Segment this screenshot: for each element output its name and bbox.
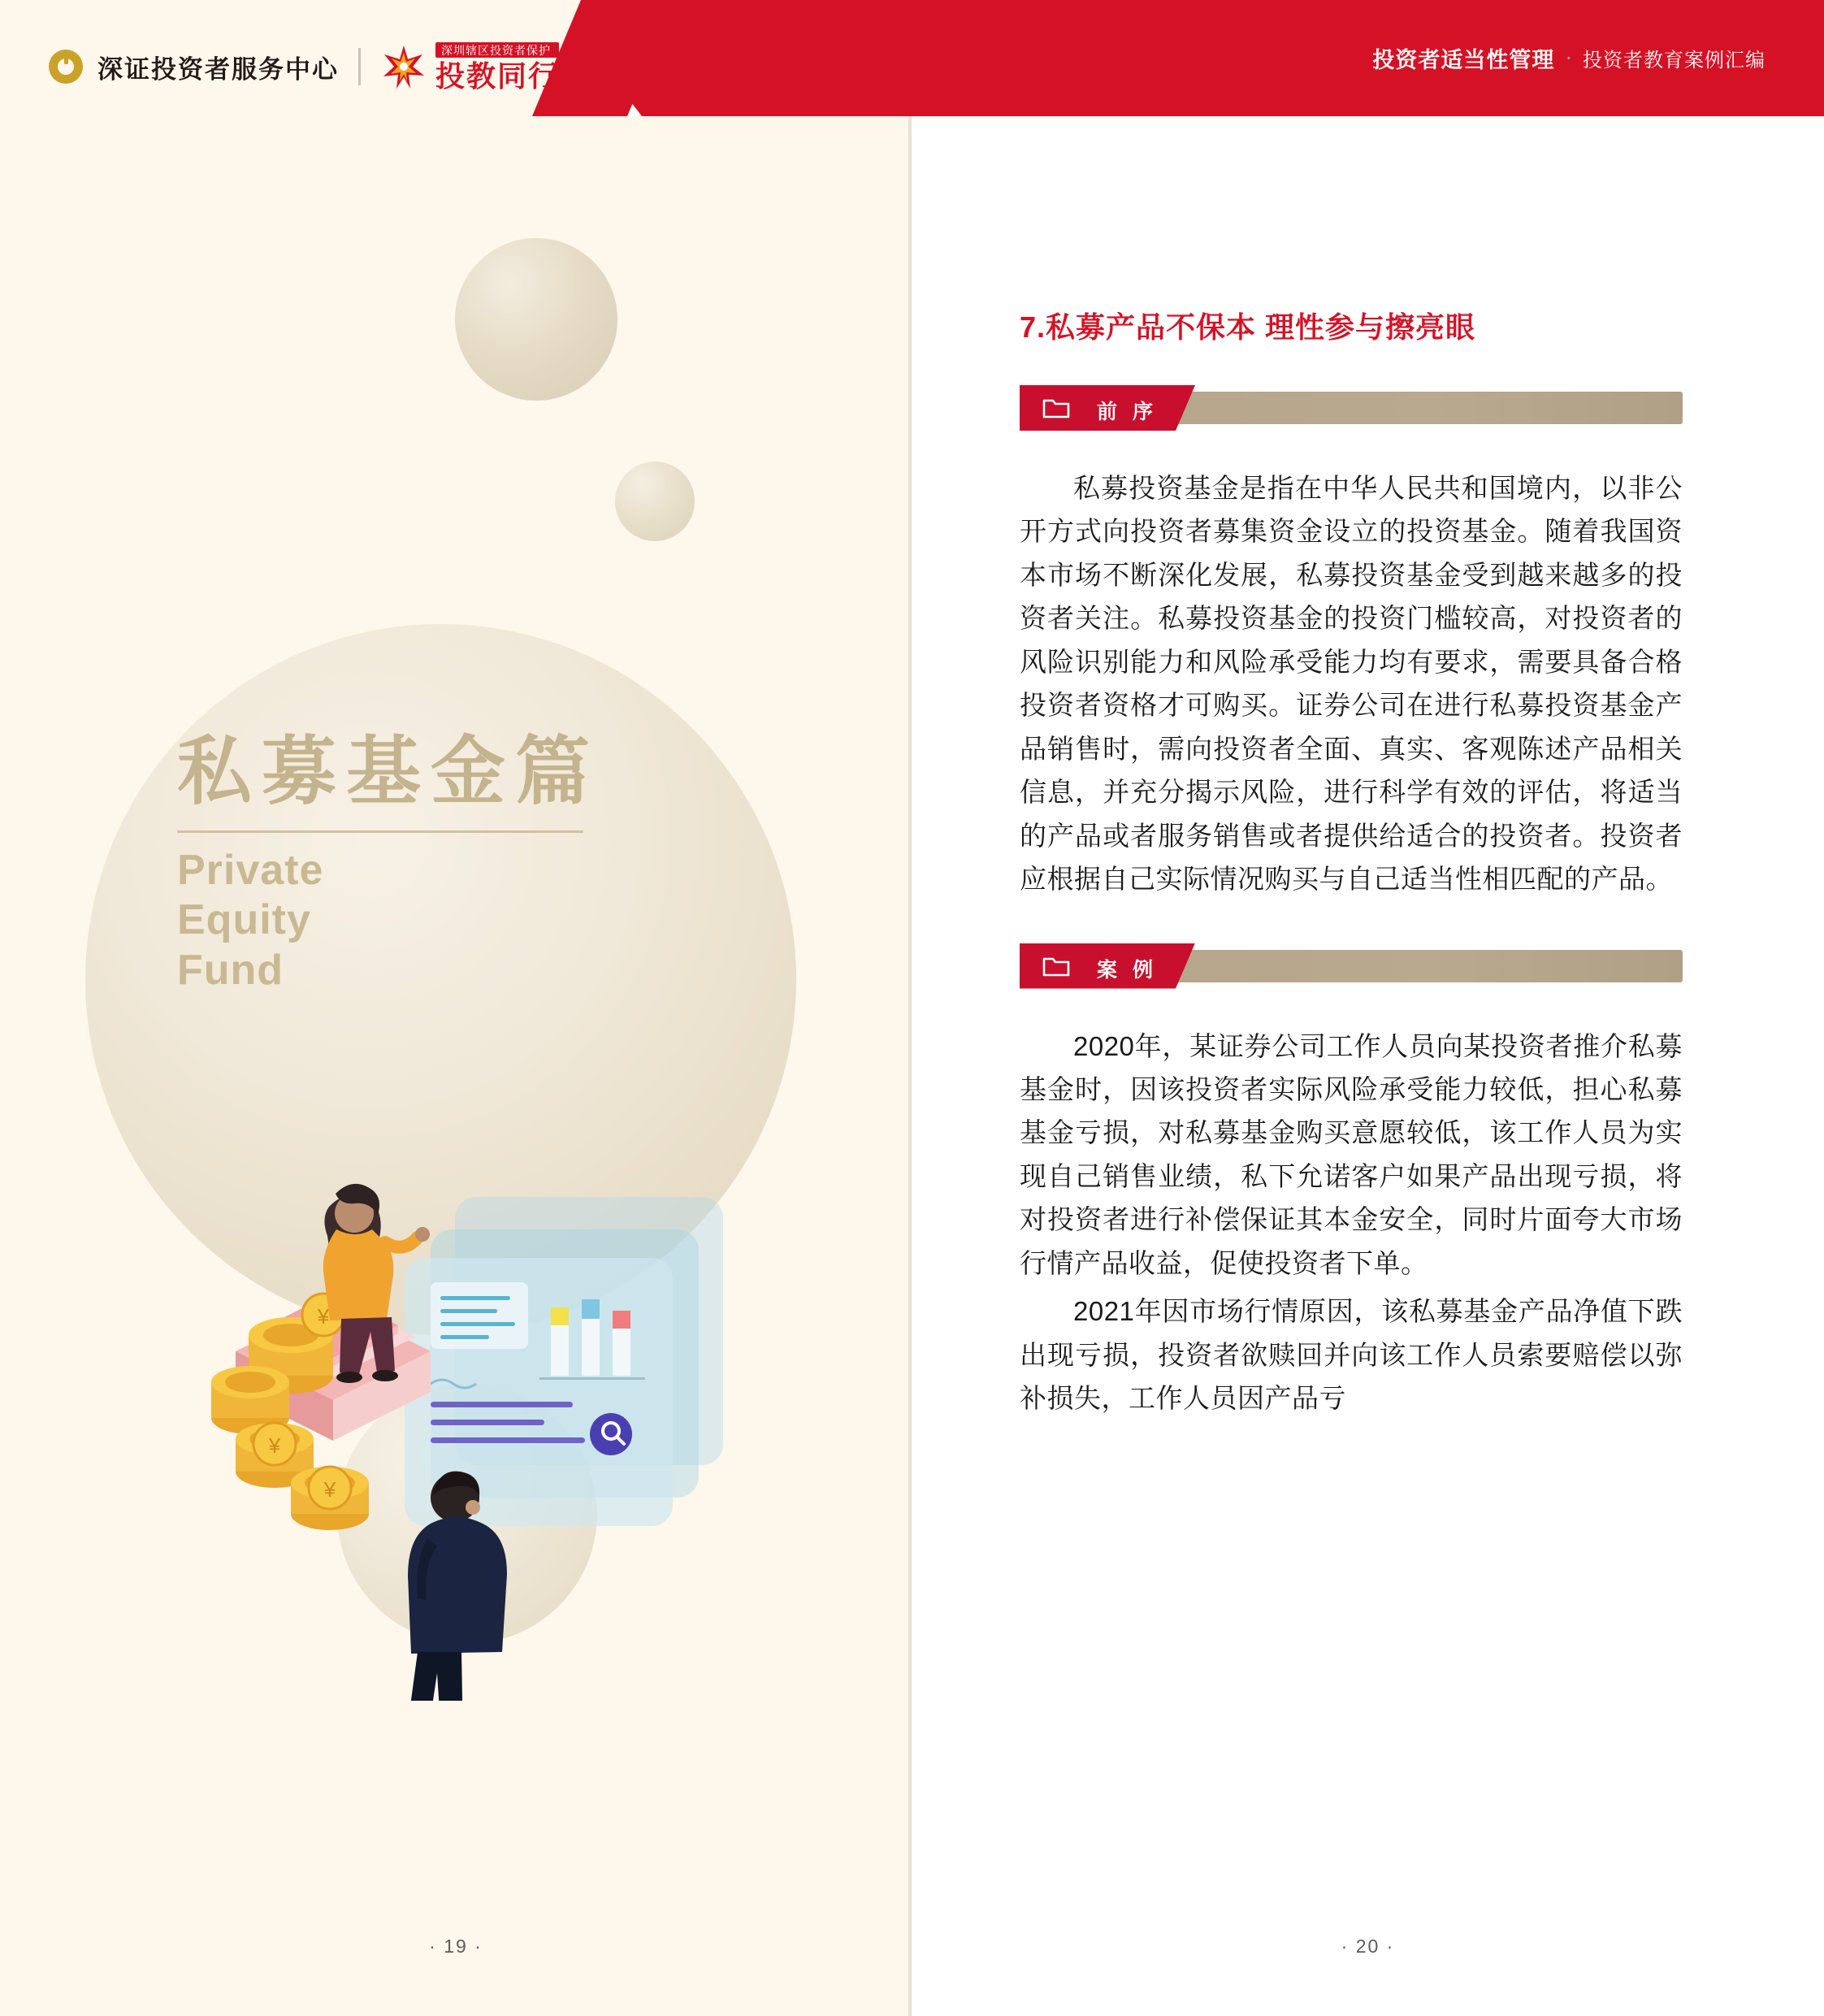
header-sub-title: 投资者教育案例汇编: [1583, 50, 1766, 72]
svg-text:¥: ¥: [268, 1433, 281, 1458]
logo-divider: [358, 48, 361, 85]
left-page: [0, 116, 912, 2016]
section-label-case: [1020, 943, 1683, 989]
section-label-preface: [1020, 385, 1683, 431]
section-title-rule: [177, 830, 583, 833]
shenzhen-logo-icon: [49, 50, 83, 84]
header-title-separator: ·: [1566, 49, 1571, 67]
folder-icon: [1042, 397, 1070, 418]
brand-text-stack: [435, 42, 559, 91]
folder-icon-case: [1042, 955, 1070, 977]
section-label-text-preface: 前 序: [1097, 401, 1158, 423]
decorative-sphere-large-top: [455, 238, 617, 401]
brand-logo-group: [49, 42, 559, 91]
case-paragraph-2: 2021年因市场行情原因，该私募基金产品净值下跌出现亏损，投资者欲赎回并向该工作人员索要赔偿以弥补损失，工作人员因产品亏: [1020, 1296, 1683, 1414]
case-paragraph-1: 2020年，某证券公司工作人员向某投资者推介私募基金时，因该投资者实际风险承受能力较低，担心私募基金亏损，对私募基金购买意愿较低，该工作人员为实现自己销售业绩，私下允诺客户如果产品出现亏损，将对投资者进行补偿保证其本金安全，同时片面夸大市场行情产品收益，促使投资者下单。: [1020, 1030, 1683, 1278]
header-main-title: 投资者适当性管理: [1372, 48, 1555, 72]
decorative-sphere-small-top: [615, 462, 695, 541]
brand-subtitle: 深圳辖区投资者保护: [435, 42, 559, 58]
article-body: [1020, 305, 1683, 1420]
preface-paragraph-1: 私募投资基金是指在中华人民共和国境内，以非公开方式向投资者募集资金设立的投资基金。随着我国资本市场不断深化发展，私募投资基金受到越来越多的投资者关注。私募投资基金的投资门槛较高，对投资者的风险识别能力和风险承受能力均有要求，需要具备合格投资者资格才可购买。证券公司在进行私募投资基金产品销售时，需向投资者全面、真实、客观陈述产品相关信息，并充分揭示风险，进行科学有效的评估，将适当的产品或者服务销售或者提供给适合的投资者。投资者应根据自己实际情况购买与自己适当性相匹配的产品。: [1020, 473, 1683, 895]
investor-education-brand: [380, 42, 559, 91]
article-title: 7.私募产品不保本 理性参与擦亮眼: [1020, 310, 1476, 344]
section-title-english-line1: Private: [177, 846, 324, 894]
header-right-titles: [1372, 0, 1766, 116]
page-header: [0, 0, 1824, 116]
section-title-english-line3: Fund: [177, 946, 284, 994]
section-title-chinese: 私募基金篇: [177, 731, 600, 813]
right-page-number: · 20 ·: [1341, 1936, 1395, 1957]
star-burst-icon: [380, 43, 427, 90]
left-page-number: · 19 ·: [429, 1936, 483, 1957]
section-spacer: [1020, 906, 1683, 943]
section-title-block: [177, 730, 600, 995]
svg-text:¥: ¥: [317, 1304, 330, 1329]
section-label-text-case: 案 例: [1097, 958, 1158, 982]
section-title-english-line2: Equity: [177, 896, 311, 944]
svg-text:¥: ¥: [323, 1477, 336, 1502]
private-equity-illustration: [187, 1116, 853, 1701]
brand-title: 投教同行: [435, 59, 560, 93]
organization-name: 深证投资者服务中心: [97, 54, 339, 84]
right-page: [912, 116, 1824, 2016]
